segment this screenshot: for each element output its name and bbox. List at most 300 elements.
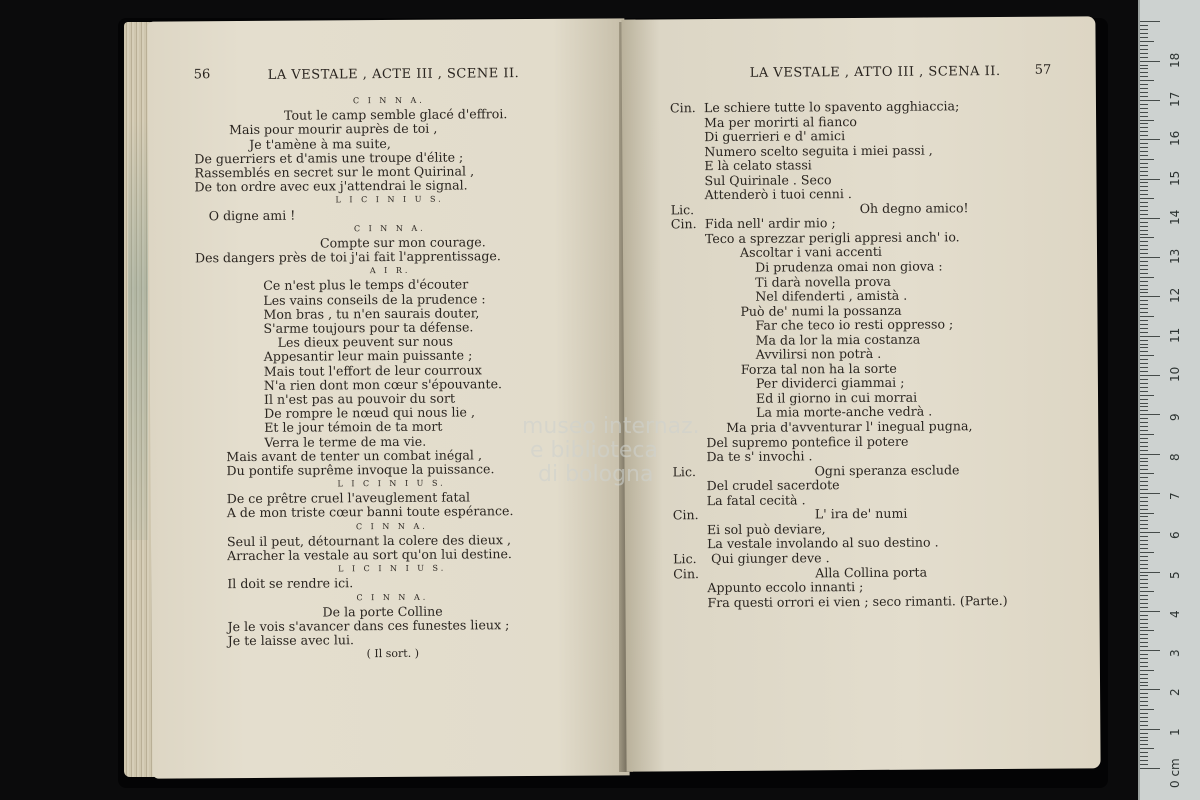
ruler-tick: [1140, 131, 1148, 132]
ruler-tick: [1140, 151, 1148, 152]
ruler-tick: [1140, 123, 1148, 124]
verse-line: Je t'amène à ma suite,: [249, 135, 391, 152]
ruler-tick: [1140, 312, 1148, 313]
ruler-tick: [1140, 548, 1148, 549]
ruler-tick: [1140, 147, 1148, 148]
ruler-tick: [1140, 611, 1160, 612]
ruler-tick: [1140, 367, 1148, 368]
ruler-tick: [1140, 198, 1154, 199]
ruler-label: 11: [1168, 327, 1182, 343]
speaker-abbreviation: Cin.: [673, 565, 700, 581]
ruler-tick: [1140, 422, 1148, 423]
ruler-tick: [1140, 536, 1148, 537]
verse-text: Ma per morirti al fianco: [704, 113, 857, 130]
ruler-tick: [1140, 744, 1148, 745]
right-page-text: [670, 99, 1074, 611]
ruler-tick: [1140, 175, 1148, 176]
verse-text: Ti darà novella prova: [755, 273, 891, 290]
ruler-tick: [1140, 666, 1148, 667]
ruler-tick: [1140, 737, 1148, 738]
ruler-tick: [1140, 108, 1148, 109]
ruler-tick: [1140, 446, 1148, 447]
ruler-label: 1: [1168, 728, 1182, 736]
verse-line: Et le jour témoin de ta mort: [264, 418, 443, 436]
speaker-abbreviation: Lic.: [673, 551, 697, 567]
ruler-tick: [1140, 371, 1148, 372]
verse-line: N'a rien dont mon cœur s'épouvante.: [263, 375, 503, 393]
ruler-label: 18: [1168, 52, 1182, 68]
verse-text: Teco a sprezzar perigli appresi anch' io.: [704, 229, 960, 247]
ruler-tick: [1140, 395, 1154, 396]
verse-text: Attenderò i tuoi cenni .: [704, 186, 852, 203]
ruler-label: 3: [1168, 649, 1182, 658]
ruler-tick: [1140, 116, 1148, 117]
ruler-tick: [1140, 49, 1148, 50]
ruler-label: 2: [1168, 688, 1182, 697]
ruler-tick: [1140, 654, 1148, 655]
ruler-tick: [1140, 76, 1148, 77]
ruler-tick: [1140, 450, 1148, 451]
ruler-tick: [1140, 257, 1160, 258]
verse-text: Ma pria d'avventurar l' inegual pugna,: [726, 418, 973, 435]
ruler-tick: [1140, 717, 1148, 718]
ruler-label: 0 cm: [1168, 758, 1182, 788]
verse-line: Seul il peut, détournant la colere des dieux ,: [226, 531, 511, 549]
ruler-tick: [1140, 438, 1148, 439]
ruler-tick: [1140, 72, 1148, 73]
ruler-tick: [1140, 324, 1148, 325]
verse-line: De guerriers et d'amis une troupe d'élite ;: [194, 149, 464, 167]
speaker-name: C I N N A.: [352, 95, 425, 106]
ruler-tick: [1140, 560, 1148, 561]
ruler-label: 6: [1168, 531, 1182, 540]
ruler-tick: [1140, 713, 1148, 714]
ruler-tick: [1140, 179, 1160, 180]
measurement-ruler: [1138, 0, 1200, 800]
ruler-tick: [1140, 403, 1148, 404]
ruler-tick: [1140, 214, 1148, 215]
verse-text: Ei sol può deviare,: [706, 521, 826, 537]
ruler-tick: [1140, 285, 1148, 286]
ruler-tick: [1140, 725, 1148, 726]
ruler-tick: [1140, 226, 1148, 227]
ruler-tick: [1140, 583, 1148, 584]
verse-text: L' ira de' numi: [814, 505, 908, 522]
ruler-tick: [1140, 308, 1148, 309]
verse-line: Je te laisse avec lui.: [227, 632, 355, 649]
right-running-head: LA VESTALE , ATTO III , SCENA II.: [749, 64, 1001, 81]
ruler-tick: [1140, 540, 1148, 541]
speaker-name: C I N N A.: [353, 223, 426, 233]
ruler-label: 13: [1168, 248, 1182, 265]
verse-line: De rompre le nœud qui nous lie ,: [264, 404, 476, 421]
ruler-tick: [1140, 289, 1148, 290]
ruler-tick: [1140, 281, 1148, 282]
verse-text: Appunto eccolo innanti ;: [707, 579, 864, 596]
ruler-tick: [1140, 426, 1148, 427]
verse-text: Ogni speranza esclude: [814, 461, 960, 478]
ruler-tick: [1140, 685, 1148, 686]
left-running-head: LA VESTALE , ACTE III , SCENE II.: [267, 66, 520, 83]
verse-line: A de mon triste cœur banni toute espérance.: [226, 503, 514, 521]
ruler-tick: [1140, 186, 1148, 187]
ruler-tick: [1140, 513, 1154, 514]
ruler-tick: [1140, 320, 1148, 321]
ruler-label: 12: [1168, 288, 1182, 304]
ruler-tick: [1140, 344, 1148, 345]
ruler-tick: [1140, 760, 1148, 761]
verse-line: Il doit se rendre ici.: [227, 575, 354, 592]
ruler-tick: [1140, 363, 1148, 364]
library-watermark: [522, 415, 700, 487]
ruler-tick: [1140, 505, 1148, 506]
watermark-line: e biblioteca: [530, 438, 658, 463]
ruler-tick: [1140, 516, 1148, 517]
verse-text: La fatal cecità .: [706, 492, 806, 508]
ruler-tick: [1140, 705, 1148, 706]
verse-line: De la porte Colline: [322, 603, 443, 620]
ruler-tick: [1140, 265, 1148, 266]
verse-text: Avvilirsi non potrà .: [755, 346, 882, 363]
verse-text: Oh degno amico!: [859, 200, 969, 216]
ruler-tick: [1140, 21, 1160, 22]
ruler-tick: [1140, 591, 1154, 592]
verse-text: Da te s' invochi .: [706, 448, 813, 465]
ruler-tick: [1140, 41, 1154, 42]
ruler-tick: [1140, 57, 1148, 58]
left-page: [147, 18, 629, 778]
ruler-tick: [1140, 564, 1148, 565]
verse-text: Forza tal non ha la sorte: [740, 360, 897, 377]
ruler-tick: [1140, 701, 1148, 702]
speaker-abbreviation: Cin.: [670, 216, 697, 232]
ruler-tick: [1140, 139, 1160, 140]
verse-text: La mia morte-anche vedrà .: [756, 403, 933, 421]
ruler-tick: [1140, 442, 1148, 443]
verse-line: Arracher la vestale au sort qu'on lui destine.: [227, 546, 512, 564]
ruler-tick: [1140, 296, 1160, 297]
verse-line: O digne ami !: [208, 207, 296, 223]
ruler-tick: [1140, 182, 1148, 183]
ruler-tick: [1140, 461, 1148, 462]
ruler-tick: [1140, 269, 1148, 270]
ruler-tick: [1140, 88, 1148, 89]
ruler-tick: [1140, 120, 1154, 121]
ruler-label: 15: [1168, 170, 1182, 186]
speaker-name: C I N N A.: [355, 521, 428, 531]
ruler-tick: [1140, 171, 1148, 172]
ruler-tick: [1140, 465, 1148, 466]
ruler-tick: [1140, 273, 1148, 274]
right-page: [621, 16, 1100, 771]
ruler-tick: [1140, 689, 1160, 690]
ruler-tick: [1140, 493, 1160, 494]
ruler-tick: [1140, 658, 1148, 659]
ruler-tick: [1140, 292, 1148, 293]
ruler-tick: [1140, 607, 1148, 608]
ruler-tick: [1140, 623, 1148, 624]
ruler-tick: [1140, 721, 1148, 722]
ruler-tick: [1140, 630, 1154, 631]
ruler-tick: [1140, 96, 1148, 97]
ruler-tick: [1140, 469, 1148, 470]
verse-text: Del crudel sacerdote: [706, 477, 840, 494]
ruler-tick: [1140, 104, 1148, 105]
ruler-tick: [1140, 501, 1148, 502]
ruler-tick: [1140, 662, 1148, 663]
ruler-tick: [1140, 587, 1148, 588]
ruler-tick: [1140, 163, 1148, 164]
ruler-tick: [1140, 206, 1148, 207]
speaker-abbreviation: Lic.: [670, 201, 695, 218]
ruler-tick: [1140, 300, 1148, 301]
ruler-tick: [1140, 670, 1154, 671]
ruler-tick: [1140, 92, 1148, 93]
ruler-tick: [1140, 332, 1148, 333]
ruler-label: 16: [1168, 130, 1182, 147]
ruler-tick: [1140, 768, 1160, 769]
verse-text: Qui giunger deve .: [711, 550, 830, 567]
ruler-tick: [1140, 410, 1148, 411]
speaker-name: L I C I N I U S.: [337, 478, 446, 489]
verse-line: De ce prêtre cruel l'aveuglement fatal: [226, 489, 471, 507]
verse-line: Je le vois s'avancer dans ces funestes lieux ;: [227, 617, 510, 635]
ruler-tick: [1140, 678, 1148, 679]
speaker-abbreviation: Cin.: [669, 100, 696, 116]
watermark-line: di bologna: [538, 462, 654, 487]
ruler-tick: [1140, 316, 1154, 317]
ruler-tick: [1140, 740, 1148, 741]
ruler-label: 7: [1168, 492, 1182, 500]
verse-line: Compte sur mon courage.: [319, 234, 486, 251]
ruler-tick: [1140, 391, 1148, 392]
verse-line: Il n'est pas au pouvoir du sort: [263, 390, 456, 407]
ruler-tick: [1140, 733, 1148, 734]
ruler-tick: [1140, 697, 1148, 698]
verse-line: Du pontife suprême invoque la puissance.: [226, 461, 495, 479]
ruler-tick: [1140, 375, 1160, 376]
verse-line: Rassemblés en secret sur le mont Quirinal ,: [194, 163, 475, 181]
ruler-tick: [1140, 249, 1148, 250]
ruler-tick: [1140, 458, 1148, 459]
verse-text: La vestale involando al suo destino .: [706, 534, 939, 552]
ruler-tick: [1140, 194, 1148, 195]
ruler-tick: [1140, 572, 1160, 573]
ruler-tick: [1140, 682, 1148, 683]
ruler-label: 17: [1168, 91, 1182, 107]
ruler-tick: [1140, 336, 1160, 337]
ruler-label: 14: [1168, 209, 1182, 225]
ruler-label: 5: [1168, 570, 1182, 579]
ruler-tick: [1140, 234, 1148, 235]
ruler-label: 8: [1168, 452, 1182, 461]
verse-line: Mon bras , tu n'en saurais douter,: [263, 305, 480, 322]
ruler-tick: [1140, 485, 1148, 486]
ruler-tick: [1140, 473, 1154, 474]
verse-line: Verra le terme de ma vie.: [264, 433, 427, 450]
verse-text: Nel difenderti , amistà .: [755, 287, 908, 304]
ruler-tick: [1140, 752, 1148, 753]
speaker-name: L I C I N I U S.: [338, 563, 447, 574]
verse-text: Del supremo pontefice il potere: [706, 433, 909, 450]
verse-line: Les dieux peuvent sur nous: [277, 333, 453, 350]
ruler-tick: [1140, 84, 1148, 85]
ruler-tick: [1140, 477, 1148, 478]
ruler-tick: [1140, 674, 1148, 675]
ruler-tick: [1140, 748, 1154, 749]
ruler-tick: [1140, 304, 1148, 305]
ruler-tick: [1140, 222, 1148, 223]
verse-text: Di prudenza omai non giova :: [755, 258, 943, 275]
ruler-tick: [1140, 634, 1148, 635]
ruler-tick: [1140, 595, 1148, 596]
ruler-tick: [1140, 481, 1148, 482]
verse-line: S'arme toujours pour ta défense.: [263, 319, 474, 336]
ruler-tick: [1140, 230, 1148, 231]
left-page-text: [194, 93, 588, 663]
verse-line: De ton ordre avec eux j'attendrai le signal.: [194, 177, 468, 195]
verse-line: Appesantir leur main puissante ;: [263, 347, 473, 365]
ruler-tick: [1140, 190, 1148, 191]
ruler-tick: [1140, 61, 1160, 62]
verse-line: Des dangers près de toi j'ai fait l'apprentissage.: [194, 248, 501, 266]
ruler-tick: [1140, 53, 1148, 54]
speaker-name: L I C I N I U S.: [335, 194, 444, 205]
ruler-tick: [1140, 497, 1148, 498]
verse-text: E là celato stassi: [704, 157, 812, 174]
verse-text: Alla Collina porta: [815, 564, 928, 580]
ruler-tick: [1140, 45, 1148, 46]
ruler-tick: [1140, 202, 1148, 203]
ruler-tick: [1140, 646, 1148, 647]
verse-text: Fida nell' ardir mio ;: [704, 215, 836, 232]
ruler-tick: [1140, 159, 1154, 160]
ruler-tick: [1140, 253, 1148, 254]
ruler-tick: [1140, 619, 1148, 620]
verse-text: Fra questi orrori ei vien ; seco rimanti. (Parte.): [707, 592, 1008, 610]
ruler-label: 10: [1168, 366, 1182, 382]
ruler-tick: [1140, 520, 1148, 521]
ruler-tick: [1140, 575, 1148, 576]
ruler-tick: [1140, 25, 1148, 26]
ruler-tick: [1140, 383, 1148, 384]
verse-line: Tout le camp semble glacé d'effroi.: [283, 106, 508, 123]
ruler-tick: [1140, 509, 1148, 510]
stage-direction: ( Il sort. ): [366, 647, 420, 661]
ruler-tick: [1140, 638, 1148, 639]
verse-text: Ma da lor la mia costanza: [755, 331, 921, 348]
ruler-tick: [1140, 100, 1160, 101]
verse-text: Sul Quirinale . Seco: [704, 171, 832, 188]
ruler-tick: [1140, 418, 1148, 419]
ruler-tick: [1140, 277, 1154, 278]
watermark-line: museo internaz.: [522, 414, 700, 439]
speaker-abbreviation: Lic.: [672, 463, 697, 479]
ruler-tick: [1140, 544, 1148, 545]
ruler-tick: [1140, 241, 1148, 242]
verse-text: Far che teco io resti oppresso ;: [755, 316, 954, 333]
left-page-number: 56: [193, 67, 211, 83]
ruler-tick: [1140, 756, 1148, 757]
ruler-tick: [1140, 568, 1148, 569]
ruler-tick: [1140, 579, 1148, 580]
ruler-tick: [1140, 68, 1148, 69]
ruler-tick: [1140, 210, 1148, 211]
ruler-tick: [1140, 37, 1148, 38]
ruler-tick: [1140, 29, 1148, 30]
ruler-tick: [1140, 489, 1148, 490]
ruler-tick: [1140, 556, 1148, 557]
verse-line: Les vains conseils de la prudence :: [263, 290, 486, 308]
ruler-tick: [1140, 65, 1148, 66]
ruler-tick: [1140, 245, 1148, 246]
speaker-abbreviation: Cin.: [672, 507, 699, 523]
speaker-name: A I R.: [369, 266, 411, 276]
verse-line: Ce n'est plus le temps d'écouter: [263, 276, 469, 294]
verse-text: Per dividerci giammai ;: [755, 375, 905, 392]
ruler-tick: [1140, 552, 1154, 553]
verse-text: Di guerrieri e d' amici: [704, 128, 846, 145]
ruler-tick: [1140, 351, 1148, 352]
edge-stain: [128, 120, 148, 540]
verse-line: Mais tout l'effort de leur courroux: [263, 361, 482, 379]
ruler-tick: [1140, 387, 1148, 388]
ruler-label: 4: [1168, 610, 1182, 618]
verse-text: Numero scelto seguita i miei passi ,: [704, 142, 933, 159]
verse-text: Può de' numi la possanza: [740, 302, 902, 319]
right-page-number: 57: [1034, 62, 1052, 78]
ruler-tick: [1140, 709, 1154, 710]
ruler-tick: [1140, 406, 1148, 407]
ruler-tick: [1140, 355, 1154, 356]
ruler-tick: [1140, 615, 1148, 616]
verse-text: Ascoltar i vani accenti: [739, 244, 882, 261]
ruler-tick: [1140, 261, 1148, 262]
ruler-tick: [1140, 642, 1148, 643]
ruler-tick: [1140, 143, 1148, 144]
ruler-tick: [1140, 532, 1160, 533]
ruler-tick: [1140, 155, 1148, 156]
ruler-label: 9: [1168, 413, 1182, 422]
ruler-tick: [1140, 328, 1148, 329]
ruler-tick: [1140, 399, 1148, 400]
ruler-tick: [1140, 359, 1148, 360]
ruler-tick: [1140, 434, 1154, 435]
ruler-tick: [1140, 627, 1148, 628]
ruler-tick: [1140, 430, 1148, 431]
verse-line: Mais pour mourir auprès de toi ,: [229, 121, 438, 138]
ruler-tick: [1140, 729, 1160, 730]
ruler-tick: [1140, 603, 1148, 604]
ruler-tick: [1140, 414, 1160, 415]
ruler-tick: [1140, 379, 1148, 380]
ruler-tick: [1140, 218, 1160, 219]
ruler-tick: [1140, 340, 1148, 341]
verse-line: [673, 593, 1073, 610]
ruler-tick: [1140, 347, 1148, 348]
ruler-tick: [1140, 33, 1148, 34]
ruler-tick: [1140, 454, 1160, 455]
ruler-tick: [1140, 650, 1160, 651]
speaker-name: C I N N A.: [356, 592, 429, 602]
ruler-tick: [1140, 599, 1148, 600]
verse-line: Mais avant de tenter un combat inégal ,: [226, 447, 482, 464]
ruler-tick: [1140, 528, 1148, 529]
ruler-tick: [1140, 112, 1148, 113]
ruler-tick: [1140, 167, 1148, 168]
verse-text: Le schiere tutte lo spavento agghiaccia;: [703, 98, 960, 116]
ruler-tick: [1140, 524, 1148, 525]
